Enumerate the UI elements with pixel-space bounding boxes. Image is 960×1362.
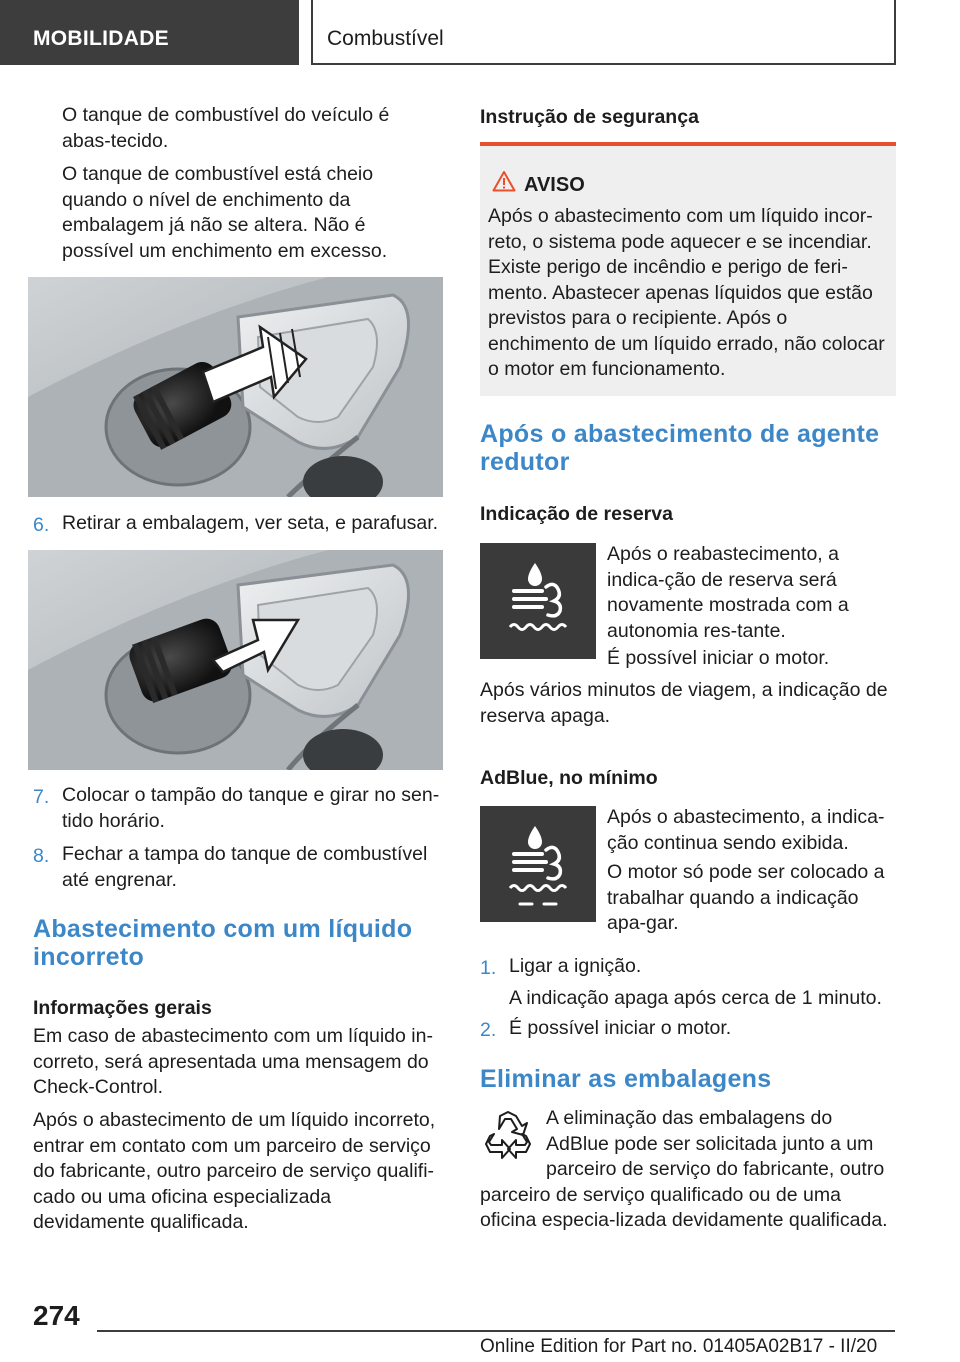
warning-triangle-icon: [492, 170, 516, 197]
warning-box: [480, 142, 896, 396]
step-number: 6.: [33, 514, 50, 536]
intro-paragraph-2: O tanque de combustível está cheio quando o nível de enchimento da embalagem já não se altera. Não é possível um enchimento em excesso.: [62, 163, 388, 262]
step-text: Fechar a tampa do tanque de combustível até engrenar.: [62, 843, 428, 891]
paragraph-contact-service: Após o abastecimento de um líquido incorreto, entrar em contato com um parceiro de serviço do fabricante, outro parceiro de serviço qualifi-cado ou uma oficina especializada devidamente qualificada.: [33, 1109, 436, 1233]
paragraph-check-control: Em caso de abastecimento com um líquido in-correto, será apresentada uma mensagem do Check-Control.: [33, 1025, 433, 1098]
heading-dispose: Eliminar as embalagens: [480, 1065, 772, 1093]
step-number: 7.: [33, 786, 50, 808]
icon-spacer: [480, 1106, 546, 1182]
adblue-text-2: O motor só pode ser colocado a trabalhar quando a indicação apa-gar.: [607, 861, 885, 934]
step-text: Colocar o tampão do tanque e girar no sen-tido horário.: [62, 784, 440, 832]
step-number: 2.: [480, 1019, 497, 1041]
warning-text: Após o abastecimento com um líquido incor-reto, o sistema pode aquecer e se incendiar. Existe perigo de incêndio e perigo de feri-mento. Abastecer apenas líquidos que estão previstos para o recipiente. Após o enchimento de um líquido errado, não colocar o motor em funcionamento.: [488, 205, 885, 380]
fuel-filler-photo-insert: [28, 550, 443, 770]
reserve-text-1: Após o reabastecimento, a indica-ção de reserva será novamente mostrada com a autonomia res-tante.: [607, 543, 849, 642]
dispose-text: [480, 1106, 896, 1234]
adblue-minimum-icon: [480, 806, 596, 922]
step-number: 8.: [33, 845, 50, 867]
section-tab: [0, 0, 299, 65]
step-subtext: A indicação apaga após cerca de 1 minuto.: [509, 987, 882, 1009]
warning-title: AVISO: [524, 174, 585, 196]
adblue-text-1: Após o abastecimento, a indica-ção continua sendo exibida.: [607, 806, 885, 854]
footer-edition: Online Edition for Part no. 01405A02B17 - II/20: [480, 1336, 878, 1357]
section-label: MOBILIDADE: [33, 27, 169, 50]
heading-wrong-fluid: Abastecimento com um líquido incorreto: [33, 915, 413, 971]
safety-heading: Instrução de segurança: [480, 106, 699, 128]
chapter-label: Combustível: [327, 27, 444, 50]
intro-paragraph-1: O tanque de combustível do veículo é abas-tecido.: [62, 104, 390, 152]
reserve-heading: Indicação de reserva: [480, 503, 673, 525]
step-text: Retirar a embalagem, ver seta, e parafusar.: [62, 512, 439, 534]
chapter-tab: [311, 0, 896, 65]
subheading-general-info: Informações gerais: [33, 997, 212, 1019]
reserve-text-3: Após vários minutos de viagem, a indicação de reserva apaga.: [480, 679, 888, 727]
reserve-text-2: É possível iniciar o motor.: [607, 647, 830, 669]
footer-divider: [97, 1330, 895, 1332]
adblue-min-heading: AdBlue, no mínimo: [480, 767, 658, 789]
step-number: 1.: [480, 957, 497, 979]
fuel-filler-photo-remove: [28, 277, 443, 497]
dispose-text-content: A eliminação das embalagens do AdBlue pode ser solicitada junto a um parceiro de serviço do fabricante, outro parceiro de serviço qualificado ou de uma oficina especia-lizada devidamente qualificada.: [480, 1107, 888, 1231]
step-text: Ligar a ignição.: [509, 955, 642, 977]
page-number: 274: [33, 1300, 80, 1331]
heading-after-refuel: Após o abastecimento de agente redutor: [480, 420, 880, 476]
step-text: É possível iniciar o motor.: [509, 1017, 732, 1039]
adblue-reserve-icon: [480, 543, 596, 659]
